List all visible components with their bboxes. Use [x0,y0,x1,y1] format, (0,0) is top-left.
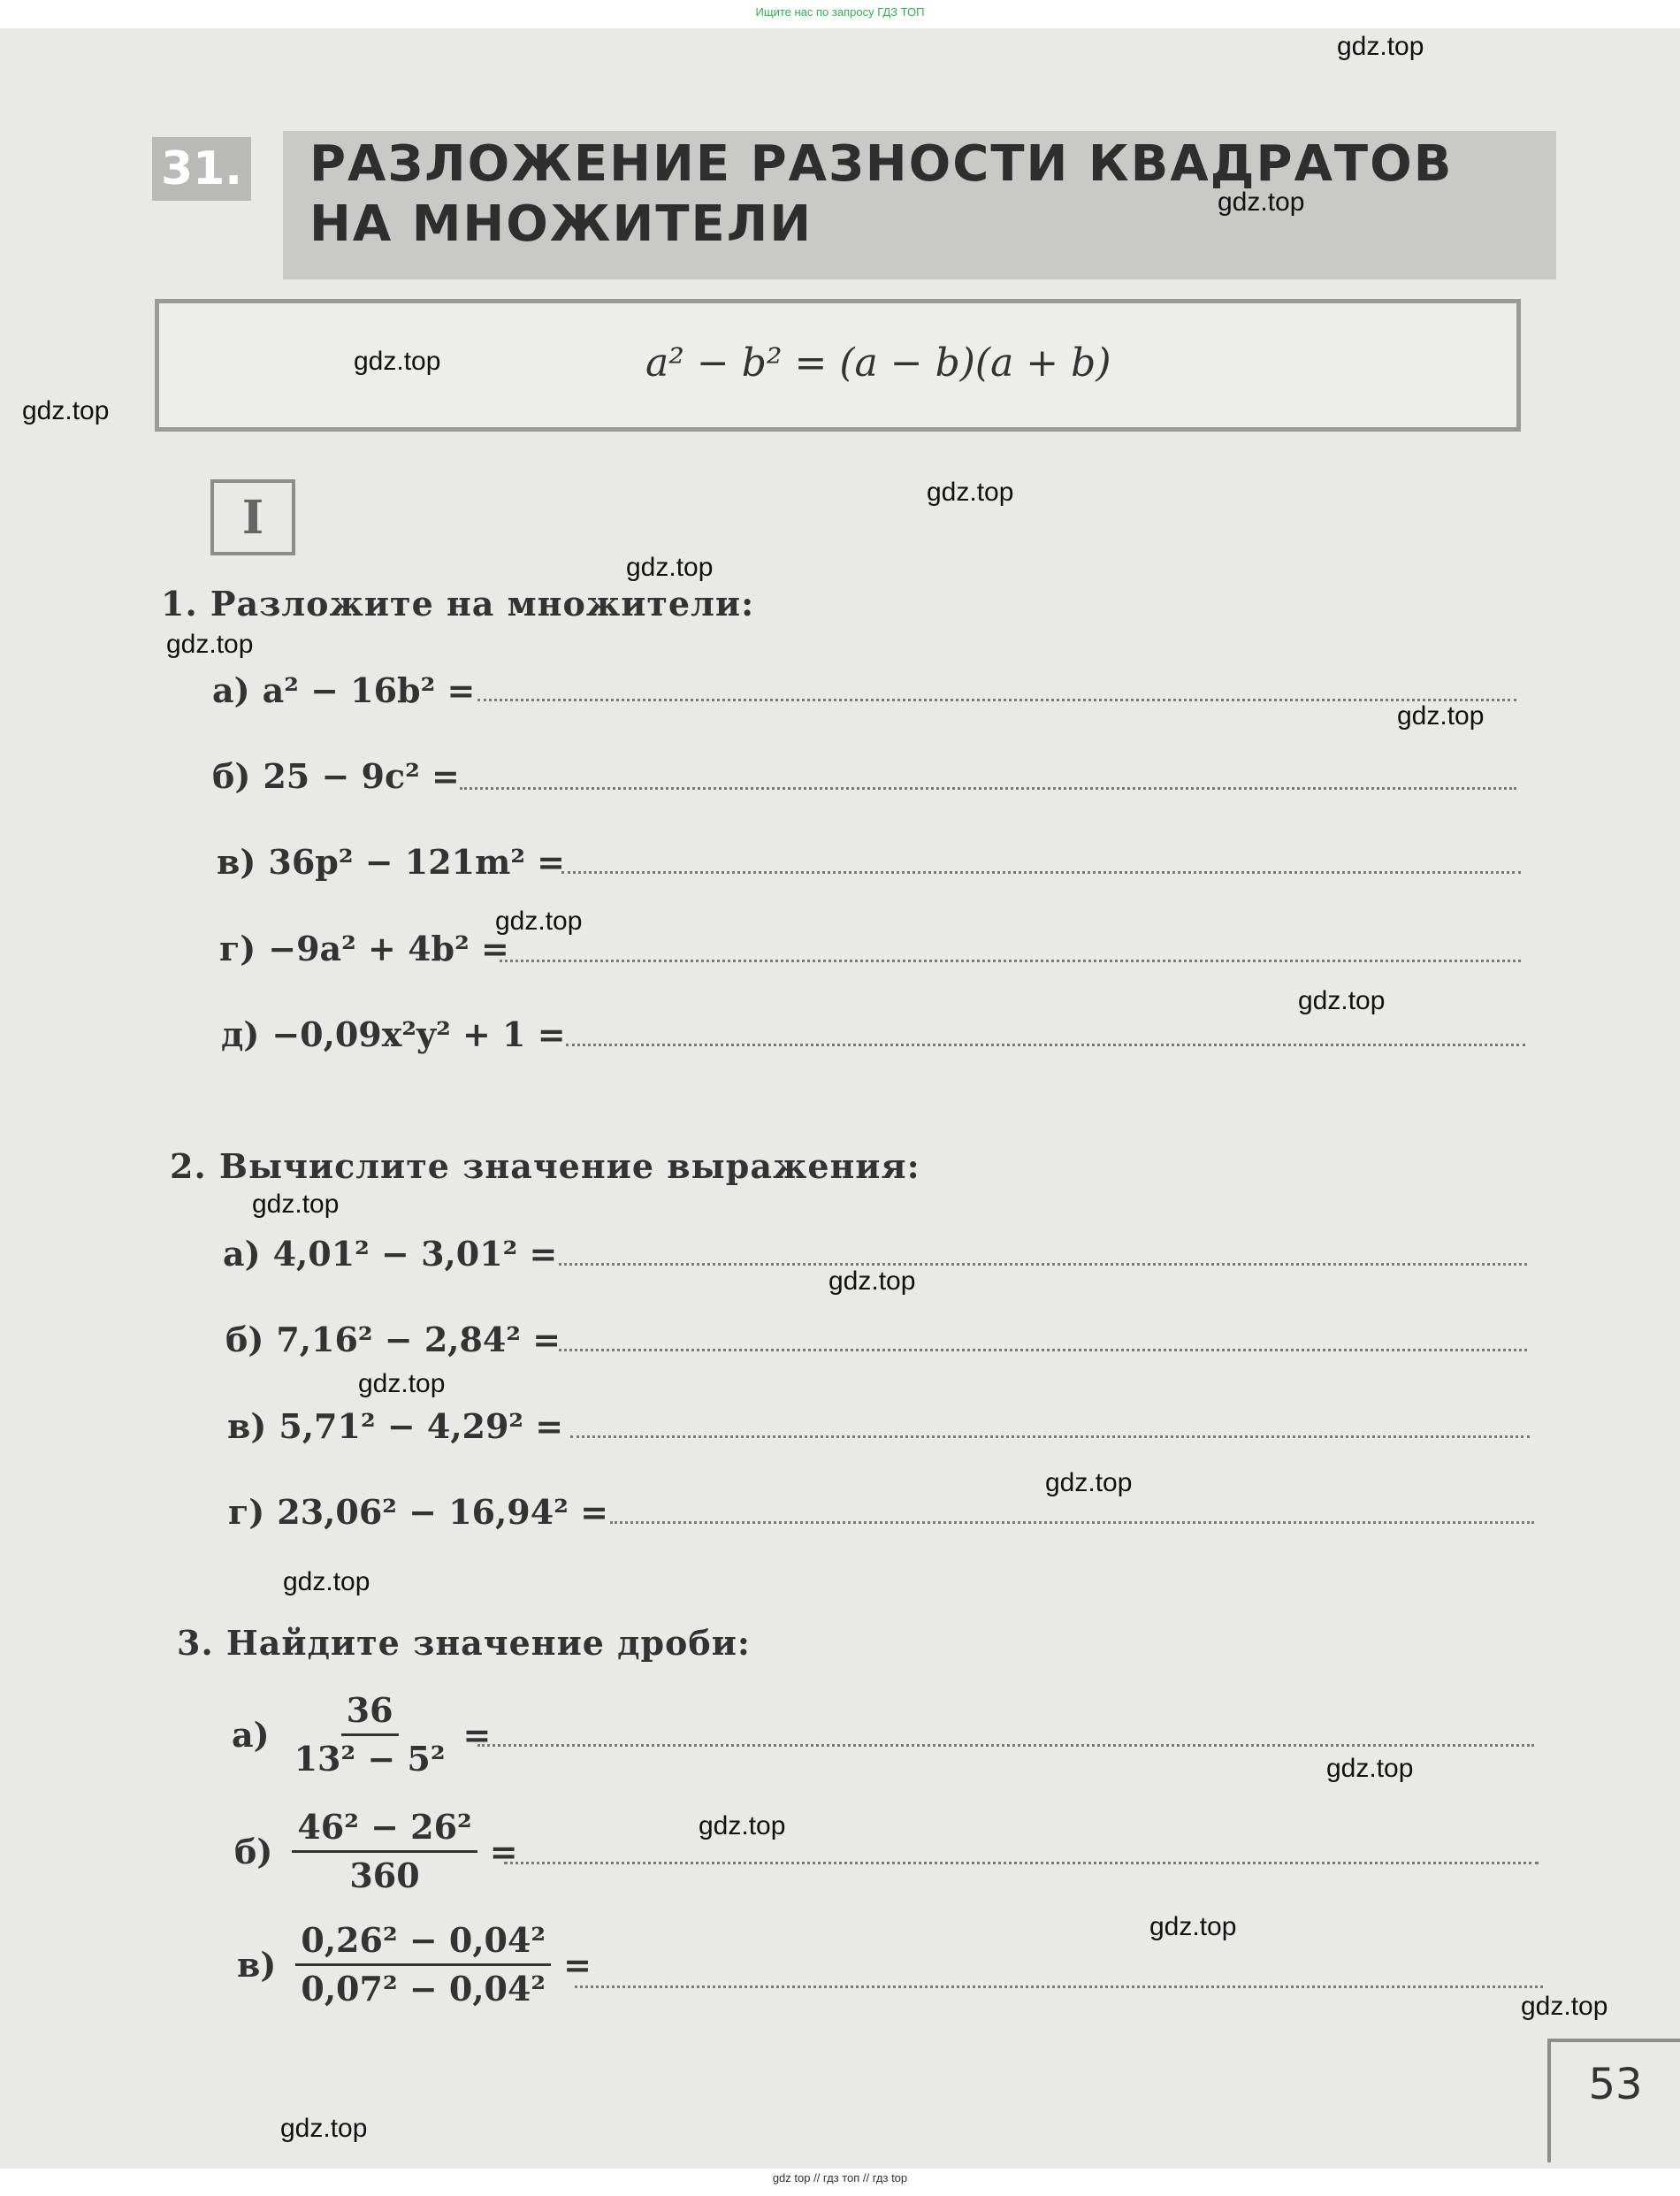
answer-line[interactable] [477,1744,1534,1747]
item-label: а) [232,1715,270,1755]
watermark: gdz.top [829,1266,916,1296]
item-label: а) [212,670,250,710]
watermark: gdz.top [1337,32,1424,61]
watermark: gdz.top [22,396,110,425]
watermark: gdz.top [699,1811,786,1840]
watermark: gdz.top [166,630,254,659]
fraction-denominator: 0,07² − 0,04² [301,1969,546,2009]
watermark: gdz.top [252,1190,340,1219]
watermark: gdz.top [1218,187,1305,217]
watermark: gdz.top [1298,986,1386,1015]
answer-line[interactable] [575,1986,1543,1988]
item-label: г) [219,929,256,968]
watermark: gdz.top [1397,701,1485,731]
watermark: gdz.top [354,347,441,376]
key-formula: a² − b² = (a − b)(a + b) [645,340,1111,386]
equals-sign: = [462,1715,492,1755]
answer-line[interactable] [561,871,1521,874]
answer-line[interactable] [559,1349,1527,1351]
footer-note: gdz top // гдз топ // гдз top [772,2171,908,2185]
answer-line[interactable] [477,699,1516,701]
equals-sign: = [489,1832,518,1871]
task1-item-e [221,1014,566,1054]
item-expression: 4,01² − 3,01² = [272,1234,558,1274]
section-marker: I [210,479,295,555]
item-expression: 36p² − 121m² = [268,842,566,882]
task1-item-d [219,929,509,968]
equals-sign: = [563,1945,592,1985]
watermark: gdz.top [1326,1754,1414,1783]
item-label: б) [234,1832,273,1871]
task1-title: 1. Разложите на множители: [161,584,755,624]
answer-line[interactable] [570,1435,1530,1438]
answer-line[interactable] [610,1521,1534,1524]
task2-title: 2. Вычислите значение выражения: [170,1146,920,1186]
item-label: в) [237,1945,277,1985]
task3-item-a [232,1687,491,1782]
watermark: gdz.top [495,907,583,936]
task2-item-d [228,1492,608,1532]
watermark: gdz.top [626,553,714,582]
item-expression: 25 − 9c² = [263,756,460,796]
item-label: в) [217,842,256,882]
item-label: в) [227,1406,267,1446]
fraction [292,1804,477,1899]
task2-item-c [227,1406,563,1446]
item-expression: −0,09x²y² + 1 = [271,1014,566,1054]
answer-line[interactable] [566,1044,1525,1046]
fraction-numerator: 46² − 26² [292,1804,477,1853]
fraction-denominator: 13² − 5² [294,1739,446,1779]
watermark: gdz.top [280,2114,368,2143]
task1-item-b [212,756,460,796]
lesson-title-line2: НА МНОЖИТЕЛИ [309,195,813,253]
answer-line[interactable] [460,787,1516,790]
answer-line[interactable] [500,960,1521,962]
item-expression: 23,06² − 16,94² = [277,1492,608,1532]
fraction [289,1687,451,1782]
item-expression: 5,71² − 4,29² = [279,1406,564,1446]
task3-item-b [234,1804,518,1899]
fraction-denominator: 360 [349,1856,420,1895]
watermark: gdz.top [1149,1912,1237,1941]
lesson-title [309,134,1547,255]
task1-item-c [217,842,565,882]
watermark: gdz.top [1045,1468,1133,1497]
answer-line[interactable] [504,1862,1539,1864]
answer-line[interactable] [559,1263,1527,1266]
item-expression: 7,16² − 2,84² = [276,1320,561,1359]
task2-item-a [223,1234,557,1274]
item-expression: a² − 16b² = [262,670,476,710]
watermark: gdz.top [1521,1992,1608,2021]
lesson-title-line1: РАЗЛОЖЕНИЕ РАЗНОСТИ КВАДРАТОВ [309,135,1454,193]
task3-item-c [237,1917,592,2012]
item-label: а) [223,1234,261,1274]
item-label: д) [221,1014,260,1054]
page-number: 53 [1547,2039,1680,2162]
watermark: gdz.top [358,1369,446,1398]
watermark: gdz.top [927,478,1014,507]
header-note: Ищите нас по запросу ГДЗ ТОП [755,5,925,19]
task3-title: 3. Найдите значение дроби: [177,1623,751,1663]
fraction [295,1917,551,2012]
item-label: б) [212,756,251,796]
task2-item-b [225,1320,561,1359]
fraction-numerator: 0,26² − 0,04² [295,1917,551,1966]
task1-item-a [212,670,475,710]
watermark: gdz.top [283,1567,370,1596]
item-label: г) [228,1492,265,1532]
item-label: б) [225,1320,264,1359]
lesson-number: 31. [152,137,251,201]
fraction-numerator: 36 [341,1687,399,1736]
item-expression: −9a² + 4b² = [268,929,509,968]
